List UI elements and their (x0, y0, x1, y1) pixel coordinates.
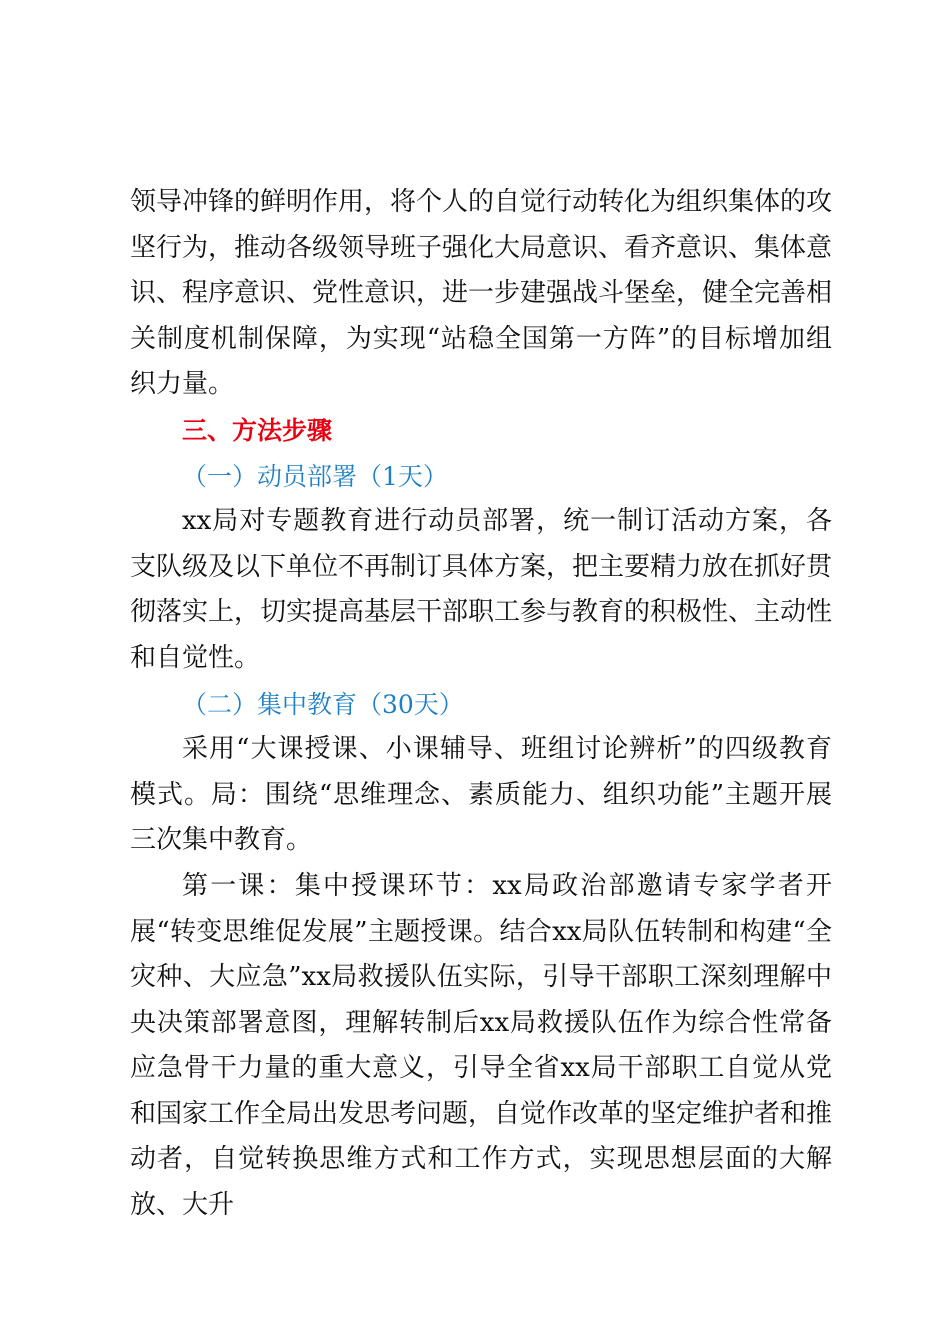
section-heading-methods: 三、方法步骤 (182, 415, 333, 445)
paragraph-mobilization: xx局对专题教育进行动员部署，统一制订活动方案，各支队级及以下单位不再制订具体方案，把主要精力放在抓好贯彻落实上，切实提高基层干部职工参与教育的积极性、主动性和自觉性。 (130, 506, 833, 673)
paragraph-first-lesson: 第一课：集中授课环节：xx局政治部邀请专家学者开展“转变思维促发展”主题授课。结合xx局队伍转制和构建“全灾种、大应急”xx局救援队伍实际，引导干部职工深刻理解中央决策部署意图，理解转制后xx局救援队伍作为综合性常备应急骨干力量的重大意义，引导全省xx局干部职工自觉从党和国家工作全局出发思考问题，自觉作改革的坚定维护者和推动者，自觉转换思维方式和工作方式，实现思想层面的大解放、大升 (130, 870, 833, 1221)
subheading-mobilization: （一）动员部署（1天） (182, 461, 448, 491)
subheading-centralized-education: （二）集中教育（30天） (182, 689, 464, 719)
paragraph-continuation: 领导冲锋的鲜明作用，将个人的自觉行动转化为组织集体的攻坚行为，推动各级领导班子强化大局意识、看齐意识、集体意识、程序意识、党性意识，进一步建强战斗堡垒，健全完善相关制度机制保障，为实现“站稳全国第一方阵”的目标增加组织力量。 (130, 187, 833, 400)
paragraph-education-mode: 采用“大课授课、小课辅导、班组讨论辨析”的四级教育模式。局：围绕“思维理念、素质能力、组织功能”主题开展三次集中教育。 (130, 734, 832, 856)
document-body (130, 180, 832, 1229)
